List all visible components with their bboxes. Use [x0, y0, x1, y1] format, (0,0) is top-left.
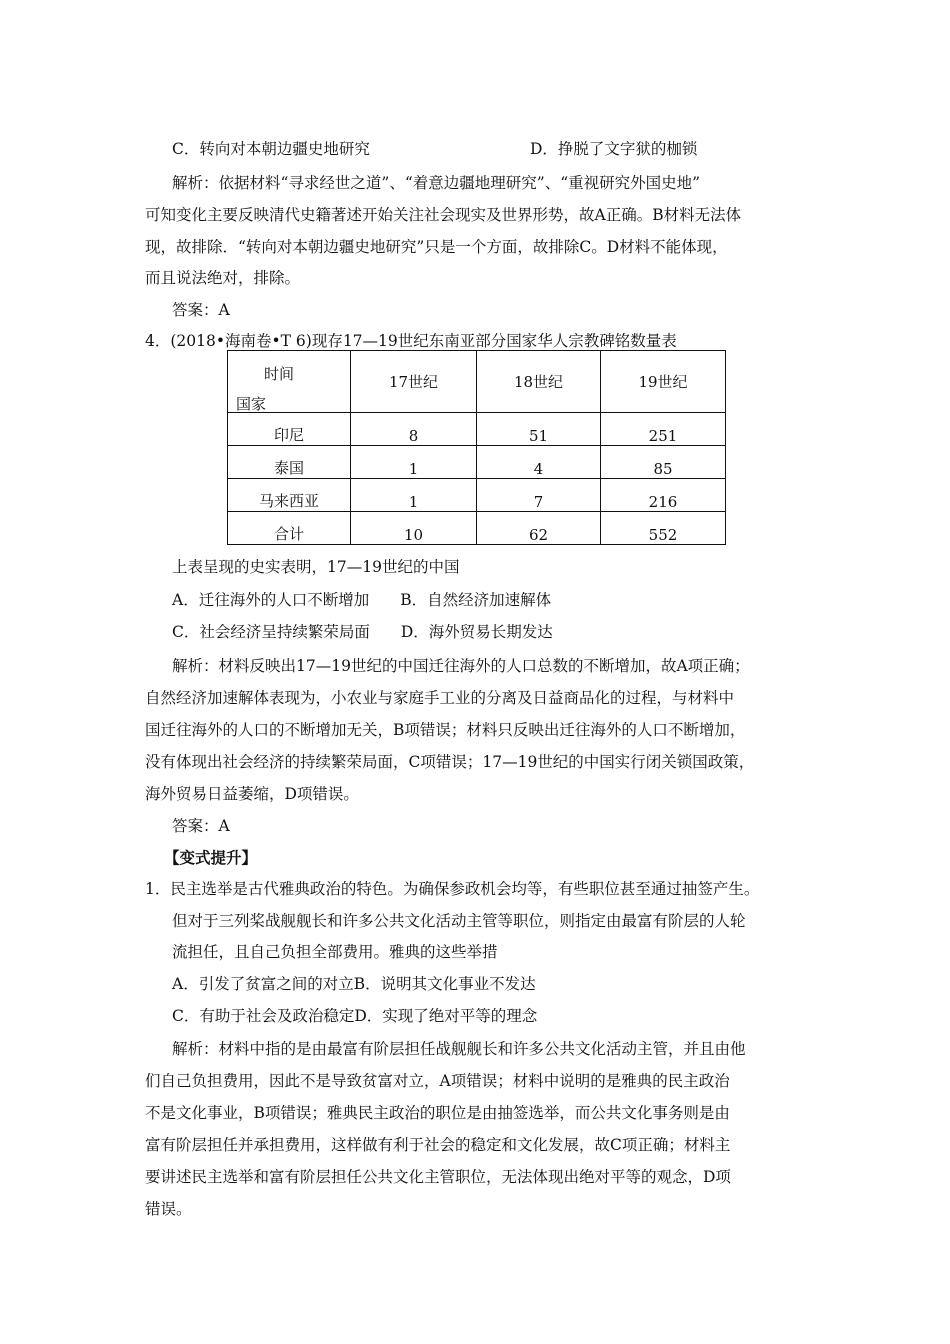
country-cell: 泰国	[228, 446, 351, 479]
v1-options-ab: A．引发了贫富之间的对立B．说明其文化事业不发达	[172, 975, 536, 993]
q4-stem: 上表呈现的史实表明，17—19世纪的中国	[172, 558, 460, 576]
value-cell: 8	[351, 413, 477, 446]
value-cell: 1	[351, 446, 477, 479]
value-cell: 7	[477, 479, 601, 512]
q4-analysis-line: 自然经济加速解体表现为，小农业与家庭手工业的分离及日益商品化的过程，与材料中	[145, 689, 735, 707]
value-cell: 251	[601, 413, 726, 446]
q3-analysis-line: 现，故排除．“转向对本朝边疆史地研究”只是一个方面，故排除C。D材料不能体现，	[145, 238, 728, 256]
v1-options-cd: C．有助于社会及政治稳定D．实现了绝对平等的理念	[172, 1007, 538, 1025]
v1-stem-line: 流担任，且自己负担全部费用。雅典的这些举措	[172, 943, 498, 961]
q4-answer: 答案：A	[172, 817, 230, 835]
v1-analysis-line: 不是文化事业，B项错误；雅典民主政治的职位是由抽签选举，而公共文化事务则是由	[145, 1104, 730, 1122]
value-cell: 4	[477, 446, 601, 479]
value-cell: 51	[477, 413, 601, 446]
table-header: 18世纪	[477, 351, 601, 413]
q3-option-c: C．转向对本朝边疆史地研究	[172, 140, 370, 158]
q4-analysis-line: 没有体现出社会经济的持续繁荣局面，C项错误；17—19世纪的中国实行闭关锁国政策，	[145, 753, 755, 771]
q3-analysis-line: 而且说法绝对，排除。	[145, 269, 301, 287]
inscription-table	[227, 350, 726, 545]
value-cell: 216	[601, 479, 726, 512]
q3-analysis-line: 解析：依据材料“寻求经世之道”、“着意边疆地理研究”、“重视研究外国史地”	[172, 174, 701, 192]
country-cell: 合计	[228, 512, 351, 545]
table-header: 17世纪	[351, 351, 477, 413]
country-cell: 印尼	[228, 413, 351, 446]
v1-analysis-line: 们自己负担费用，因此不是导致贫富对立，A项错误；材料中说明的是雅典的民主政治	[145, 1072, 730, 1090]
table-row	[228, 479, 726, 512]
table-row	[228, 413, 726, 446]
q3-option-d: D．挣脱了文字狱的枷锁	[530, 140, 698, 158]
table-corner-cell	[228, 351, 351, 413]
value-cell: 552	[601, 512, 726, 545]
value-cell: 85	[601, 446, 726, 479]
corner-country-label: 国家	[236, 395, 267, 413]
value-cell: 10	[351, 512, 477, 545]
q4-options-cd: C．社会经济呈持续繁荣局面 D．海外贸易长期发达	[172, 623, 553, 641]
section-heading: 【变式提升】	[164, 848, 258, 867]
table-header: 19世纪	[601, 351, 726, 413]
v1-analysis-line: 要讲述民主选举和富有阶层担任公共文化主管职位，无法体现出绝对平等的观念，D项	[145, 1168, 731, 1186]
v1-analysis-line: 解析：材料中指的是由最富有阶层担任战舰舰长和许多公共文化活动主管，并且由他	[172, 1040, 746, 1058]
q4-analysis-line: 解析：材料反映出17—19世纪的中国迁往海外的人口总数的不断增加，故A项正确；	[172, 657, 750, 675]
corner-time-label: 时间	[264, 365, 295, 383]
v1-analysis-line: 错误。	[145, 1200, 192, 1218]
q4-title: 4．(2018•海南卷•T 6)现存17—19世纪东南亚部分国家华人宗教碑铭数量表	[145, 332, 677, 350]
value-cell: 62	[477, 512, 601, 545]
value-cell: 1	[351, 479, 477, 512]
v1-stem-line: 1．民主选举是古代雅典政治的特色。为确保参政机会均等，有些职位甚至通过抽签产生。	[145, 880, 760, 898]
v1-analysis-line: 富有阶层担任并承担费用，这样做有利于社会的稳定和文化发展，故C项正确；材料主	[145, 1136, 731, 1154]
q3-answer: 答案：A	[172, 301, 230, 319]
country-cell: 马来西亚	[228, 479, 351, 512]
v1-stem-line: 但对于三列桨战舰舰长和许多公共文化活动主管等职位，则指定由最富有阶层的人轮	[172, 912, 746, 930]
table-row	[228, 512, 726, 545]
q4-options-ab: A．迁往海外的人口不断增加 B．自然经济加速解体	[172, 591, 552, 609]
q4-analysis-line: 海外贸易日益萎缩，D项错误。	[145, 785, 359, 803]
q3-analysis-line: 可知变化主要反映清代史籍著述开始关注社会现实及世界形势，故A正确。B材料无法体	[145, 206, 742, 224]
q4-analysis-line: 国迁往海外的人口的不断增加无关，B项错误；材料只反映出迁往海外的人口不断增加，	[145, 721, 746, 739]
table-row	[228, 446, 726, 479]
